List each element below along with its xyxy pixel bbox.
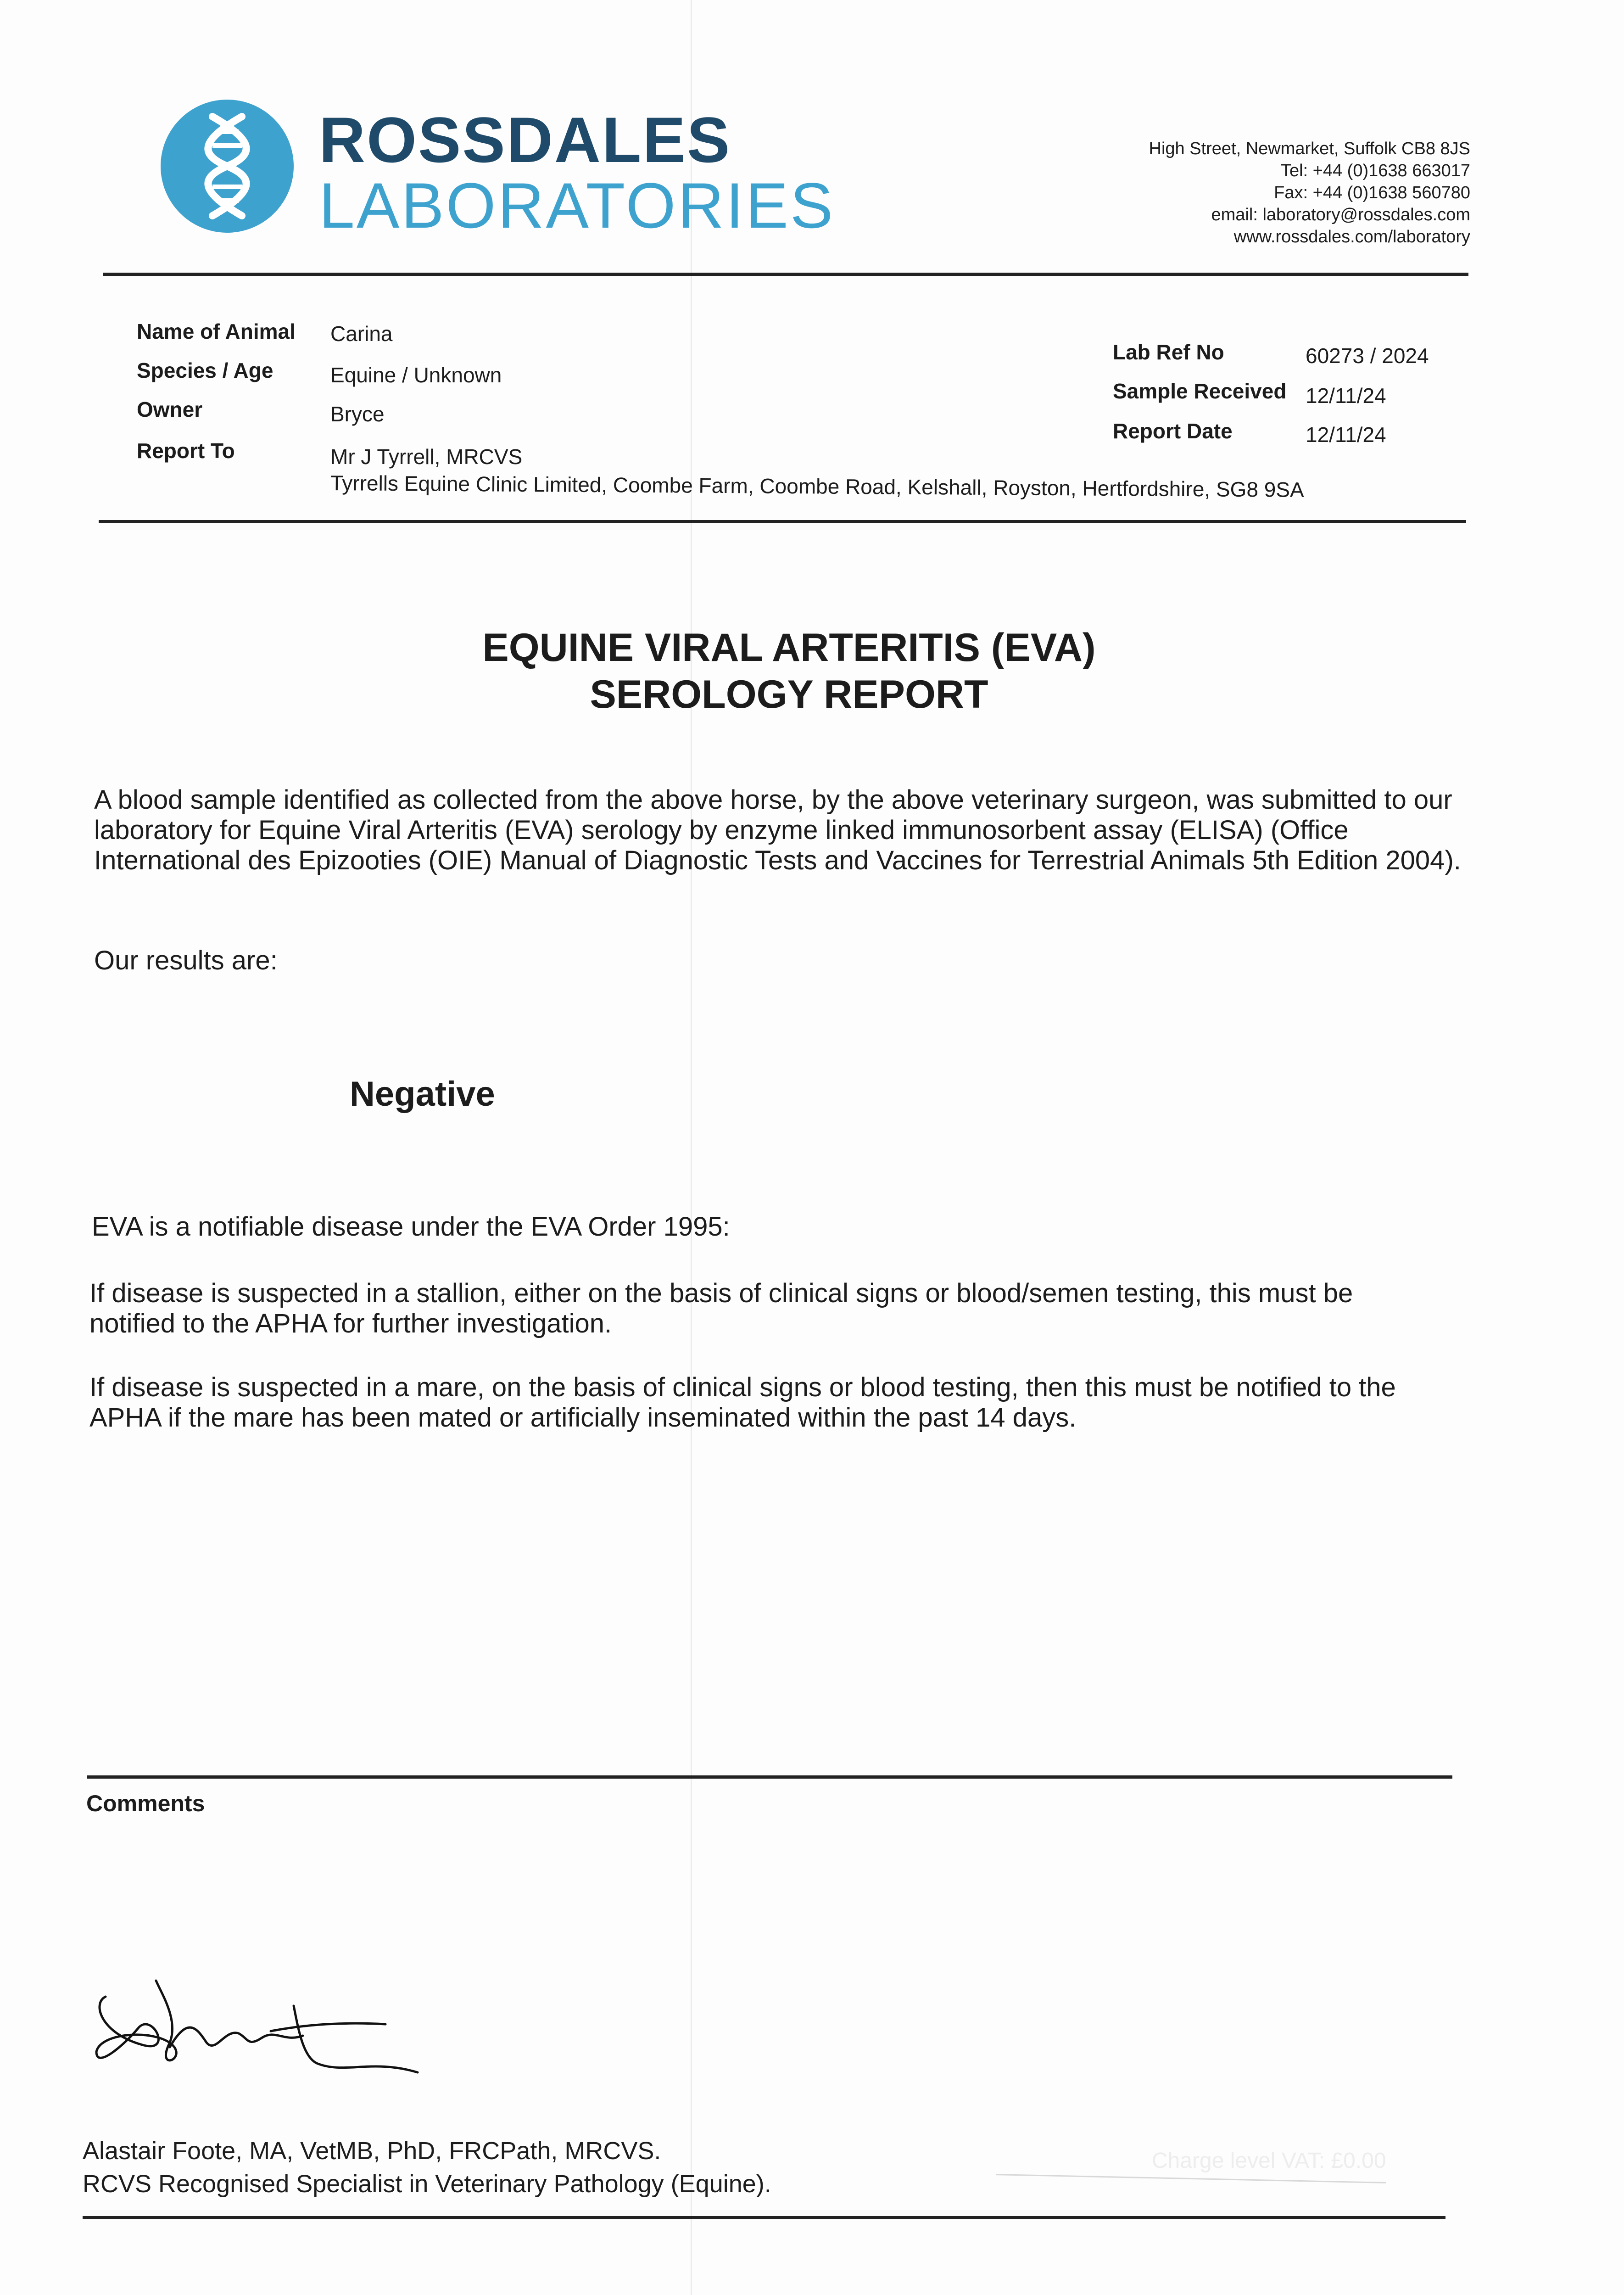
- notifiable-statement: EVA is a notifiable disease under the EVA Order 1995:: [92, 1212, 730, 1242]
- name-label: Name of Animal: [137, 319, 296, 343]
- dna-helix-icon: [158, 97, 296, 235]
- lab-ref-value: 60273 / 2024: [1306, 344, 1429, 368]
- owner-value: Bryce: [330, 402, 385, 426]
- contact-block: [874, 138, 1470, 248]
- report-to-address: Tyrrells Equine Clinic Limited, Coombe Farm, Coombe Road, Kelshall, Royston, Hertfordshire, SG8 9SA: [330, 471, 1304, 502]
- report-date-value: 12/11/24: [1306, 423, 1386, 447]
- report-title-line1: EQUINE VIRAL ARTERITIS (EVA): [482, 626, 1096, 670]
- scan-fold-line: [691, 0, 692, 2295]
- brand-subtitle: LABORATORIES: [319, 169, 835, 241]
- sample-received-label: Sample Received: [1113, 379, 1287, 403]
- owner-label: Owner: [137, 397, 203, 421]
- name-value: Carina: [330, 322, 393, 346]
- comments-divider: [87, 1775, 1452, 1779]
- faint-rule: [996, 2174, 1386, 2183]
- address-line: High Street, Newmarket, Suffolk CB8 8JS: [1149, 139, 1470, 158]
- report-title: [0, 624, 1578, 718]
- report-date-label: Report Date: [1113, 419, 1233, 443]
- tel-line: Tel: +44 (0)1638 663017: [1280, 161, 1470, 180]
- results-intro: Our results are:: [94, 946, 278, 975]
- details-divider: [99, 520, 1466, 523]
- signatory-name: Alastair Foote, MA, VetMB, PhD, FRCPath, MRCVS.: [83, 2137, 661, 2165]
- lab-ref-label: Lab Ref No: [1113, 340, 1224, 364]
- header-divider: [103, 273, 1468, 276]
- species-value: Equine / Unknown: [330, 363, 502, 387]
- web-line: www.rossdales.com/laboratory: [1233, 227, 1470, 246]
- intro-paragraph: A blood sample identified as collected from the above horse, by the above veterinary surgeon, was submitted to our laboratory for Equine Viral Arteritis (EVA) serology by enzyme linked immunosorbent assay (ELISA) (Office International des Epizooties (OIE) Manual of Diagnostic Tests and Vaccines for Terrestrial Animals 5th Edition 2004).: [94, 785, 1461, 875]
- signatory-title: RCVS Recognised Specialist in Veterinary Pathology (Equine).: [83, 2170, 771, 2198]
- fax-line: Fax: +44 (0)1638 560780: [1274, 183, 1470, 202]
- report-to-label: Report To: [137, 439, 235, 463]
- brand-name: ROSSDALES: [319, 104, 731, 176]
- sample-received-value: 12/11/24: [1306, 384, 1386, 408]
- footer-divider: [83, 2216, 1445, 2219]
- faint-charge-note: Charge level VAT: £0.00: [1152, 2149, 1386, 2173]
- species-label: Species / Age: [137, 358, 273, 382]
- signature: [87, 1978, 445, 2098]
- stallion-paragraph: If disease is suspected in a stallion, either on the basis of clinical signs or blood/semen testing, this must be notified to the APHA for further investigation.: [89, 1278, 1353, 1338]
- mare-paragraph: If disease is suspected in a mare, on the basis of clinical signs or blood testing, then this must be notified to the APHA if the mare has been mated or artificially inseminated within the past 14 days.: [89, 1372, 1396, 1433]
- comments-label: Comments: [86, 1791, 205, 1816]
- email-line: email: laboratory@rossdales.com: [1211, 205, 1470, 224]
- report-to-name: Mr J Tyrrell, MRCVS: [330, 445, 523, 469]
- result-value: Negative: [350, 1075, 495, 1114]
- report-title-line2: SEROLOGY REPORT: [590, 672, 988, 716]
